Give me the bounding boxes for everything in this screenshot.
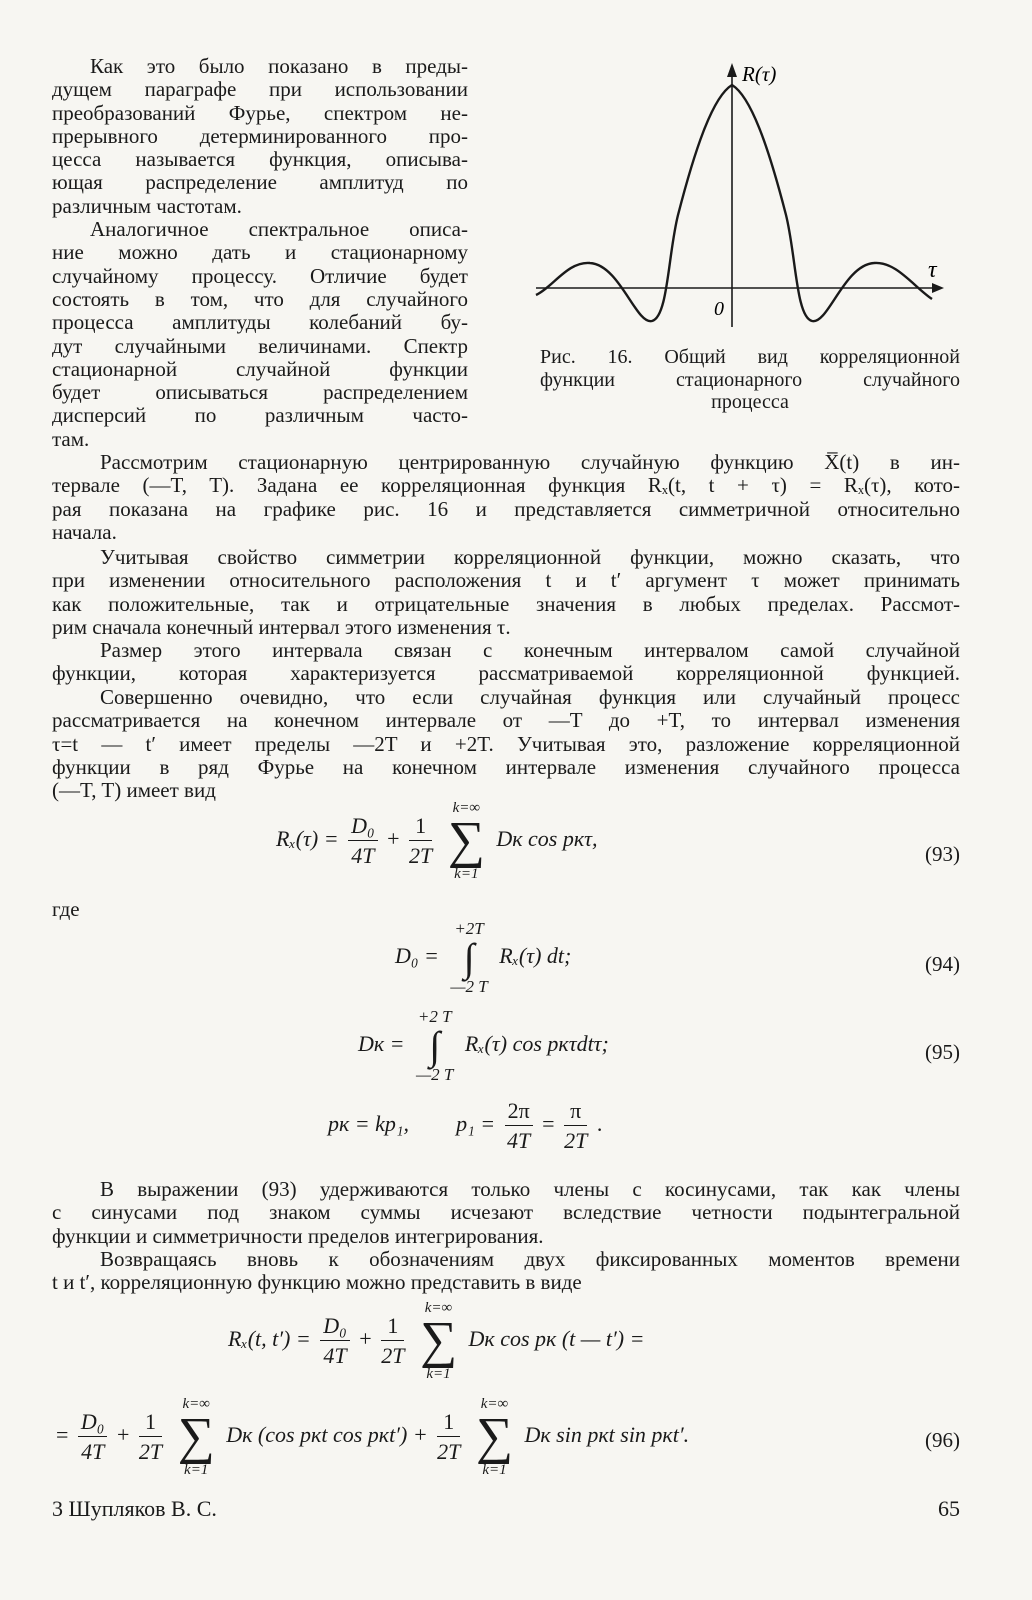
eq-tail: Dк cos pкτ, xyxy=(496,826,598,852)
text-line: с синусами под знаком суммы исчезают вследствие четности подынтегральной xyxy=(52,1200,960,1225)
integral-sign: +2T ∫ —2 T xyxy=(450,919,488,996)
origin-label: 0 xyxy=(714,298,724,320)
text-line: рассматривается на конечном интервале от —T до +T, то интервал изменения xyxy=(52,708,960,733)
fraction: $\frac{2\pi}{4T}$ xyxy=(505,1098,533,1154)
sum-sign: k=∞ ∑ k=1 xyxy=(177,1396,215,1478)
text-line: В выражении (93) удерживаются только члены с косинусами, так как члены xyxy=(100,1177,960,1201)
eq-lhs: D₀ = xyxy=(395,943,439,969)
y-axis-label: R(τ) xyxy=(742,62,777,86)
correlation-figure xyxy=(528,55,960,340)
eq-lhs: pк = kp₁, xyxy=(328,1111,410,1137)
text-line: дисперсий по различным часто- xyxy=(52,403,468,428)
equation-number: (95) xyxy=(925,1040,960,1064)
text-line: процесса амплитуды колебаний бу- xyxy=(52,310,468,335)
text-line: функции, которая характеризуется рассматриваемой корреляционной функцией. xyxy=(52,661,960,686)
fraction: $\frac{\pi}{2T}$ xyxy=(564,1098,588,1153)
x-axis-label: τ xyxy=(928,257,937,283)
text-line: цесса называется функция, описыва- xyxy=(52,147,468,172)
text-line: функции в ряд Фурье на конечном интервале изменения случайного процесса xyxy=(52,754,960,779)
caption-line: Рис. 16. Общий вид корреляционной xyxy=(540,346,960,368)
equation-95 xyxy=(358,1008,609,1084)
eq-tail: Rₓ(τ) cos pкτdtτ; xyxy=(464,1031,609,1057)
paragraph-5 xyxy=(52,1178,960,1248)
paragraph-2 xyxy=(52,546,960,639)
fraction: $\frac{\text{D₀}}{4T}$ xyxy=(348,813,378,869)
fraction: $\frac{\text{D₀}}{4T}$ xyxy=(320,1313,350,1369)
fraction: $\frac{1}{2T}$ xyxy=(437,1409,461,1464)
text-line: (—T, T) имеет вид xyxy=(52,778,216,803)
footer-author: 3 Шупляков В. С. xyxy=(52,1496,217,1521)
text-line: стационарной случайной функции xyxy=(52,356,468,381)
x-axis-arrow xyxy=(932,283,944,293)
paragraph-1 xyxy=(52,451,960,544)
sum-sign: k=∞ ∑ k=1 xyxy=(419,1300,458,1382)
eq-lhs: Rₓ(τ) = xyxy=(276,826,339,852)
equation-number: (93) xyxy=(925,842,960,866)
text-line: Размер этого интервала связан с конечным интервалом самой случайной xyxy=(100,638,960,662)
text-line: дут случайными величинами. Спектр xyxy=(52,333,468,358)
text-line: состоять в том, что для случайного xyxy=(52,286,468,311)
text-line: как положительные, так и отрицательные значения в любых пределах. Рассмот- xyxy=(52,591,960,616)
text-line: t и t′, корреляционную функцию можно представить в виде xyxy=(52,1270,582,1295)
text-line: случайному процессу. Отличие будет xyxy=(52,263,468,288)
text-line: Совершенно очевидно, что если случайная функция или случайный процесс xyxy=(100,685,960,709)
correlation-plot xyxy=(528,55,960,340)
text-line: дущем параграфе при использовании xyxy=(52,77,468,102)
where-word: где xyxy=(52,897,80,921)
page-number: 65 xyxy=(938,1496,960,1521)
text-line: Возвращаясь вновь к обозначениям двух фиксированных моментов времени xyxy=(100,1247,960,1271)
equation-p: pк = kp₁, p₁ = $\frac{2\pi}{4T}$ = $\frac{\pi}{2T}$ . xyxy=(328,1098,603,1153)
paragraph-6 xyxy=(52,1248,960,1295)
sum-sign: k=∞ ∑ k=1 xyxy=(475,1396,513,1478)
equation-number: (94) xyxy=(925,952,960,976)
text-line: тервале (—T, T). Задана ее корреляционная функция Rₓ(t, t + τ) = Rₓ(τ), кото- xyxy=(52,473,960,498)
text-line: функции и симметричности пределов интегрирования. xyxy=(52,1223,544,1248)
equation-96-line2: = $\frac{\text{D₀}}{4T}$ + $\frac{1}{2T}$ k=∞ ∑ k=1 Dк (cos pкt cos pкt′) + $\frac{1}{2T}$ k=∞ ∑ k=1 Dк sin pкt sin pкt′. xyxy=(56,1396,690,1478)
text-line: рим сначала конечный интервал этого изменения τ. xyxy=(52,614,511,639)
text-line: начала. xyxy=(52,519,117,544)
equation-93: Rₓ(τ) = $\frac{\text{D₀}}{4T}$ + $\frac{1}{2T}$ k=∞ ∑ k=1 Dк cos pкτ, xyxy=(276,800,598,882)
fraction: $\frac{1}{2T}$ xyxy=(138,1409,163,1464)
paragraph-4 xyxy=(52,686,960,802)
integral-sign: +2 T ∫ —2 T xyxy=(416,1007,454,1084)
text-line: прерывного детерминированного про- xyxy=(52,123,468,148)
equation-number: (96) xyxy=(925,1428,960,1452)
text-line: преобразований Фурье, спектром не- xyxy=(52,100,468,125)
text-line: Рассмотрим стационарную центрированную случайную функцию X̅(t) в ин- xyxy=(100,450,960,474)
fraction: $\frac{1}{2T}$ xyxy=(409,813,433,868)
equation-94 xyxy=(395,920,571,996)
text-line: рая показана на графике рис. 16 и представляется симметричной относительно xyxy=(52,496,960,521)
text-line: различным частотам. xyxy=(52,193,242,218)
equation-96-line1: Rₓ(t, t′) = $\frac{\text{D₀}}{4T}$ + $\frac{1}{2T}$ k=∞ ∑ k=1 Dк cos pк (t — t′) = xyxy=(228,1300,645,1382)
text-line: Аналогичное спектральное описа- xyxy=(90,217,468,242)
caption-line: процесса xyxy=(711,391,789,413)
paragraph-3 xyxy=(52,639,960,686)
eq-lhs: Rₓ(t, t′) = xyxy=(228,1326,311,1352)
fraction: $\frac{\text{D₀}}{4T}$ xyxy=(78,1409,108,1465)
text-line: Учитывая свойство симметрии корреляционной функции, можно сказать, что xyxy=(100,545,960,569)
caption-line: функции стационарного случайного xyxy=(540,368,960,391)
eq-lhs: Dк = xyxy=(358,1031,405,1057)
text-line: при изменении относительного расположения t и t′ аргумент τ может принимать xyxy=(52,568,960,593)
text-line: τ=t — t′ имеет пределы —2T и +2T. Учитывая это, разложение корреляционной xyxy=(52,731,960,756)
text-line: будет описываться распределением xyxy=(52,380,468,405)
text-line: Как это было показано в преды- xyxy=(90,54,468,78)
eq-tail: Dк cos pк (t — t′) = xyxy=(468,1326,645,1352)
left-column-text xyxy=(52,55,468,451)
y-axis-arrow xyxy=(727,63,737,77)
fraction: $\frac{1}{2T}$ xyxy=(381,1313,405,1368)
eq-tail: Dк sin pкt sin pкt′. xyxy=(524,1422,690,1448)
text-line: ющая распределение амплитуд по xyxy=(52,170,468,195)
text-line: там. xyxy=(52,426,90,451)
figure-caption xyxy=(540,346,960,414)
sum-sign: k=∞ ∑ k=1 xyxy=(447,800,485,882)
text-line: ние можно дать и стационарному xyxy=(52,240,468,265)
correlation-curve xyxy=(536,85,932,321)
eq-tail: Rₓ(τ) dt; xyxy=(499,943,572,969)
